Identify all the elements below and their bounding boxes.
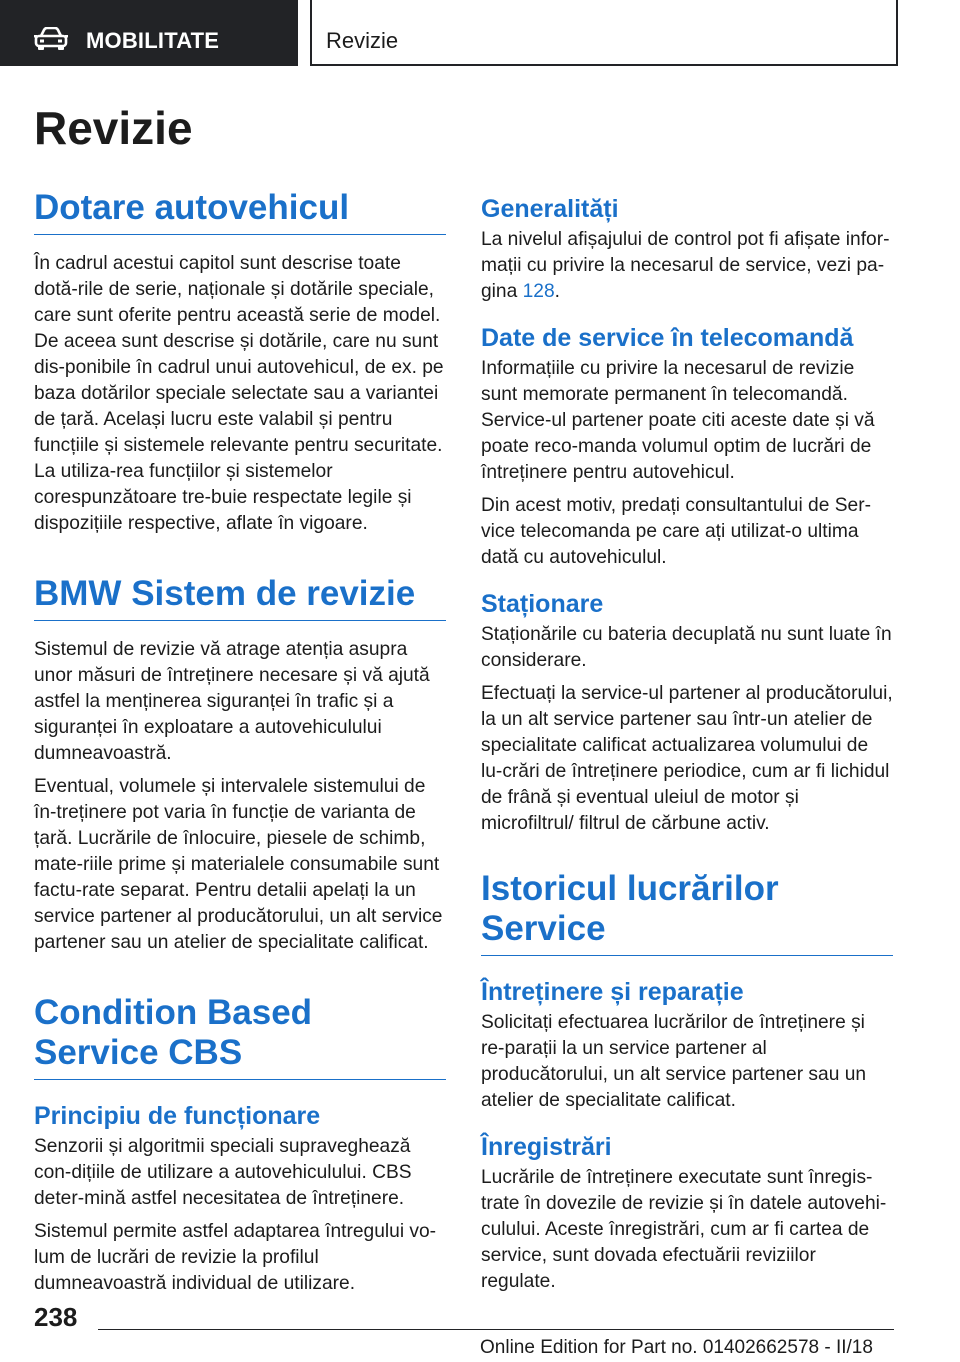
footer-divider <box>98 1329 894 1330</box>
bmw-text-1: Sistemul de revizie vă atrage atenția asupra unor măsuri de întreținere necesare și vă ajută astfel la menținerea siguranței în trafic și a siguranței în exploatare a autovehiculului dumneavoastră. <box>34 639 430 764</box>
section-telecomanda <box>481 322 893 571</box>
telecomanda-text-2: Din acest motiv, predați consultantului de Ser-vice telecomanda pe care ați utilizat-o ultima dată cu autovehiculul. <box>481 495 871 568</box>
cbs-text-2: Sistemul permite astfel adaptarea întregului vo-lum de lucrări de revizie la profilul dumneavoastră individual de utilizare. <box>34 1221 437 1294</box>
section-bmw-revizie <box>34 574 446 956</box>
intretinere-text: Solicitați efectuarea lucrărilor de întreținere și re-parații la un service partener al producătorului, un alt service partener sau un atelier de specialitate calificat. <box>481 1012 867 1111</box>
heading-intretinere: Întreținere și reparație <box>481 978 744 1006</box>
heading-dotare: Dotare autovehicul <box>34 188 446 235</box>
heading-cbs: Condition Based Service CBS <box>34 993 446 1080</box>
generalitati-text <box>481 227 893 305</box>
page-title: Revizie <box>34 102 193 154</box>
heading-telecomanda: Date de service în telecomandă <box>481 324 854 352</box>
right-column <box>481 188 893 1295</box>
section-cbs <box>34 993 446 1297</box>
page-header <box>0 0 960 66</box>
stationare-text-1: Staționările cu bateria decuplată nu sunt luate în considerare. <box>481 624 892 671</box>
inregistrari-text: Lucrările de întreținere executate sunt înregis-trate în dovezile de revizie și în datele autovehi-culului. Aceste înregistrări, cum ar fi cartea de service, sunt dovada efectuării reviziilor regulate. <box>481 1167 887 1292</box>
generalitati-text-before: La nivelul afișajului de control pot fi afișate infor-mații cu privire la necesarul de service, vezi pa-gina <box>481 229 890 302</box>
section-dotare <box>34 188 446 537</box>
section-istoric <box>481 869 893 1295</box>
stationare-text-2: Efectuați la service-ul partener al producătorului, la un alt service partener sau într-un atelier de specialitate calificat actualizarea volumului de lu-crări de întreținere periodice, cum ar fi lichidul de frână și eventual uleiul de motor și microfiltrul/ filtrul de cărbune activ. <box>481 683 893 834</box>
heading-istoric: Istoricul lucrărilor Service <box>481 869 893 956</box>
telecomanda-text-1: Informațiile cu privire la necesarul de revizie sunt memorate permanent în telecomandă. Service-ul partener poate citi aceste date și vă poate reco-manda volumul optim de lucrări de întreținere pentru autovehicul. <box>481 358 875 483</box>
car-icon <box>34 27 68 51</box>
section-tab[interactable] <box>0 0 298 66</box>
generalitati-text-after: . <box>554 281 560 302</box>
page-number: 238 <box>34 1302 78 1332</box>
heading-inregistrari: Înregistrări <box>481 1133 612 1161</box>
bmw-text-2: Eventual, volumele și intervalele sistemului de în-treținere pot varia în funcție de varianta de țară. Lucrările de înlocuire, piesele de schimb, mate-riile prime și materialele consumabile sunt factu-rate separat. Pentru detalii apelați la un service partener al producătorului, un alt service partener sau un atelier de specialitate calificat. <box>34 776 443 953</box>
section-generalitati <box>481 193 893 305</box>
heading-principiu: Principiu de funcționare <box>34 1102 321 1130</box>
breadcrumb: Revizie <box>326 28 399 53</box>
heading-generalitati: Generalități <box>481 195 619 223</box>
cbs-text-1: Senzorii și algoritmii speciali supraveghează con-dițiile de utilizare a autovehiculului. CBS deter-mină astfel necesitatea de întreținere. <box>34 1136 412 1209</box>
section-label: MOBILITATE <box>86 28 220 53</box>
edition-text: Online Edition for Part no. 01402662578 - II/18 <box>480 1337 873 1358</box>
heading-bmw-revizie: BMW Sistem de revizie <box>34 574 446 621</box>
section-stationare <box>481 588 893 837</box>
left-column <box>34 188 446 1297</box>
heading-stationare: Staționare <box>481 590 604 618</box>
dotare-text: În cadrul acestui capitol sunt descrise toate dotă-rile de serie, naționale și dotările speciale, care sunt oferite pentru această serie de model. De aceea sunt descrise și dotările, care nu sunt dis-ponibile în cadrul unui autovehicul, de ex. pe baza dotărilor speciale selectate sau a variantei de țară. Același lucru este valabil și pentru funcțiile și sistemele relevante pentru securitate. La utiliza-rea funcțiilor și sistemelor corespunzătoare tre-buie respectate legile și dispozițiile respective, aflate în vigoare. <box>34 253 444 534</box>
breadcrumb-tab[interactable] <box>310 0 898 66</box>
page-link[interactable]: 128 <box>522 281 555 302</box>
